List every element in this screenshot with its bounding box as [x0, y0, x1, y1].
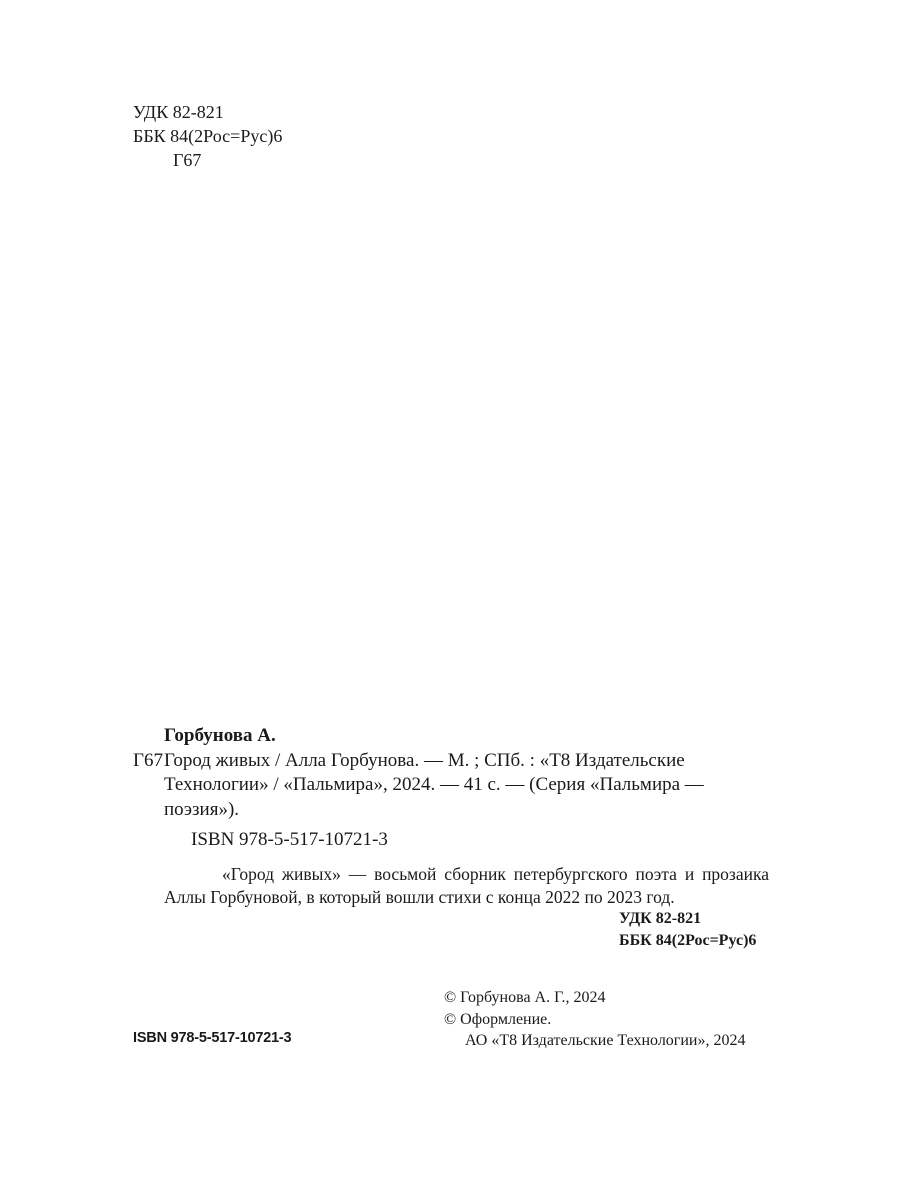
card-entry	[133, 749, 769, 823]
udk-code: УДК 82-821	[133, 102, 224, 122]
copyright-publisher: АО «Т8 Издательские Технологии», 2024	[465, 1032, 746, 1049]
catalog-card	[133, 724, 769, 909]
bottom-classification-codes	[619, 908, 756, 952]
copyright-design: © Оформление.	[444, 1010, 552, 1028]
card-cutter: Г67	[133, 749, 163, 771]
bottom-bbk-code: ББК 84(2Рос=Рус)6	[619, 932, 757, 949]
cutter-code: Г67	[173, 150, 202, 170]
bbk-code: ББК 84(2Рос=Рус)6	[133, 126, 283, 146]
card-author: Горбунова А.	[164, 725, 276, 746]
card-description: Город живых / Алла Горбунова. — М. ; СПб. : «Т8 Издательские Технологии» / «Пальмира», 2024. — 41 с. — (Серия «Пальмира — поэзия»).	[164, 749, 704, 820]
copyright-block	[444, 987, 746, 1052]
isbn-footer: ISBN 978-5-517-10721-3	[133, 1030, 292, 1046]
card-annotation: «Город живых» — восьмой сборник петербургского поэта и прозаика Аллы Горбуновой, в который вошли стихи с конца 2022 по 2023 год.	[164, 863, 769, 907]
card-isbn: ISBN 978-5-517-10721-3	[191, 829, 388, 850]
bottom-udk-code: УДК 82-821	[619, 910, 702, 927]
copyright-author: © Горбунова А. Г., 2024	[444, 989, 606, 1006]
top-classification-codes	[133, 100, 282, 172]
